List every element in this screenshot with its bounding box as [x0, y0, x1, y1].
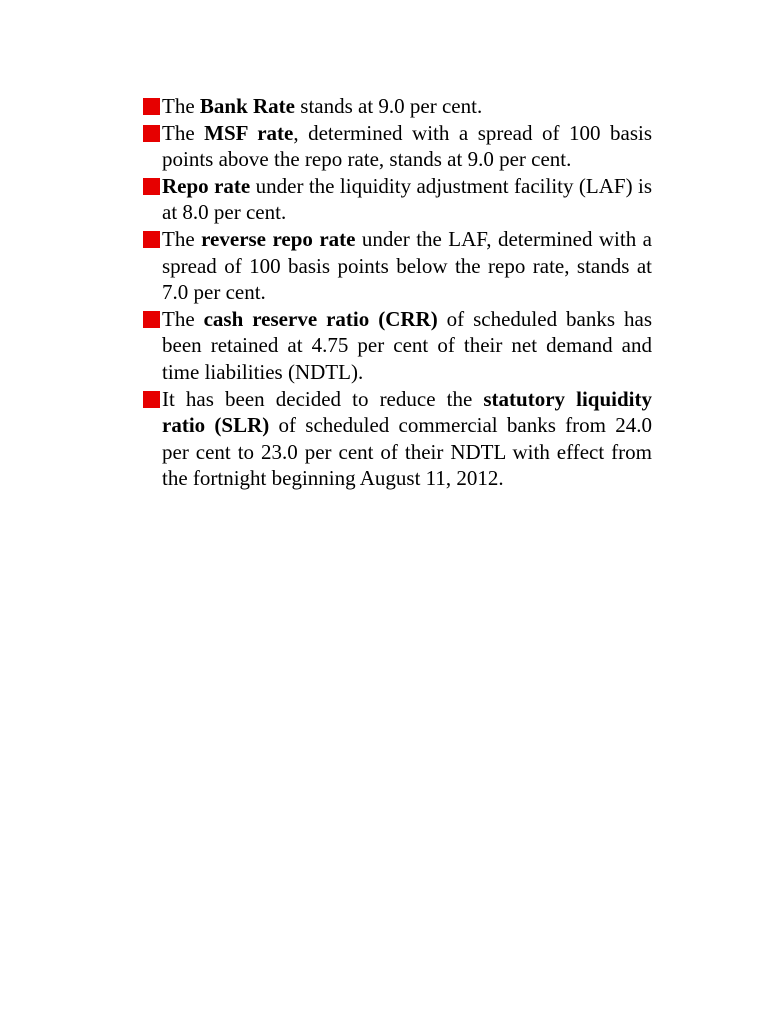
text-segment: The — [162, 226, 202, 251]
list-item-text — [162, 227, 652, 304]
square-bullet-icon — [143, 178, 160, 195]
list-item — [142, 306, 652, 386]
text-segment: under the liquidity adjustment facility (LAF) is at 8.0 per cent. — [162, 173, 652, 225]
list-item — [142, 386, 652, 492]
list-item-text — [162, 174, 652, 225]
text-segment: The — [162, 94, 200, 118]
key-term: Bank Rate — [199, 94, 296, 118]
text-segment: under the LAF, determined with a spread of 100 basis points below the repo rate, stands at 7.0 per cent. — [162, 226, 652, 305]
list-item — [142, 120, 652, 173]
text-segment: It has been decided to reduce the — [162, 386, 484, 411]
key-term: statutory liquidity ratio (SLR) — [162, 386, 652, 438]
key-term: MSF rate — [204, 120, 294, 145]
key-term: cash reserve ratio (CRR) — [203, 306, 438, 331]
square-bullet-icon — [143, 311, 160, 328]
list-item-text — [162, 94, 482, 118]
list-item-text — [162, 307, 652, 384]
square-bullet-icon — [143, 125, 160, 142]
text-segment: The — [162, 120, 205, 145]
text-segment: of scheduled banks has been retained at 4.75 per cent of their net demand and time liabilities (NDTL). — [162, 306, 652, 384]
policy-rates-list — [142, 93, 652, 492]
text-segment: , determined with a spread of 100 basis points above the repo rate, stands at 9.0 per cent. — [162, 120, 652, 172]
key-term: reverse repo rate — [201, 226, 356, 251]
square-bullet-icon — [143, 231, 160, 248]
text-segment: stands at 9.0 per cent. — [295, 94, 483, 118]
key-term: Repo rate — [162, 173, 251, 198]
text-segment: The — [162, 306, 204, 331]
square-bullet-icon — [143, 98, 160, 115]
list-item-text — [162, 121, 652, 172]
list-item-text — [162, 387, 652, 491]
square-bullet-icon — [143, 391, 160, 408]
text-segment: of scheduled commercial banks from 24.0 per cent to 23.0 per cent of their NDTL with effect from the fortnight beginning August 11, 2012. — [162, 413, 652, 491]
list-item — [142, 226, 652, 306]
list-item — [142, 93, 652, 120]
list-item — [142, 173, 652, 226]
